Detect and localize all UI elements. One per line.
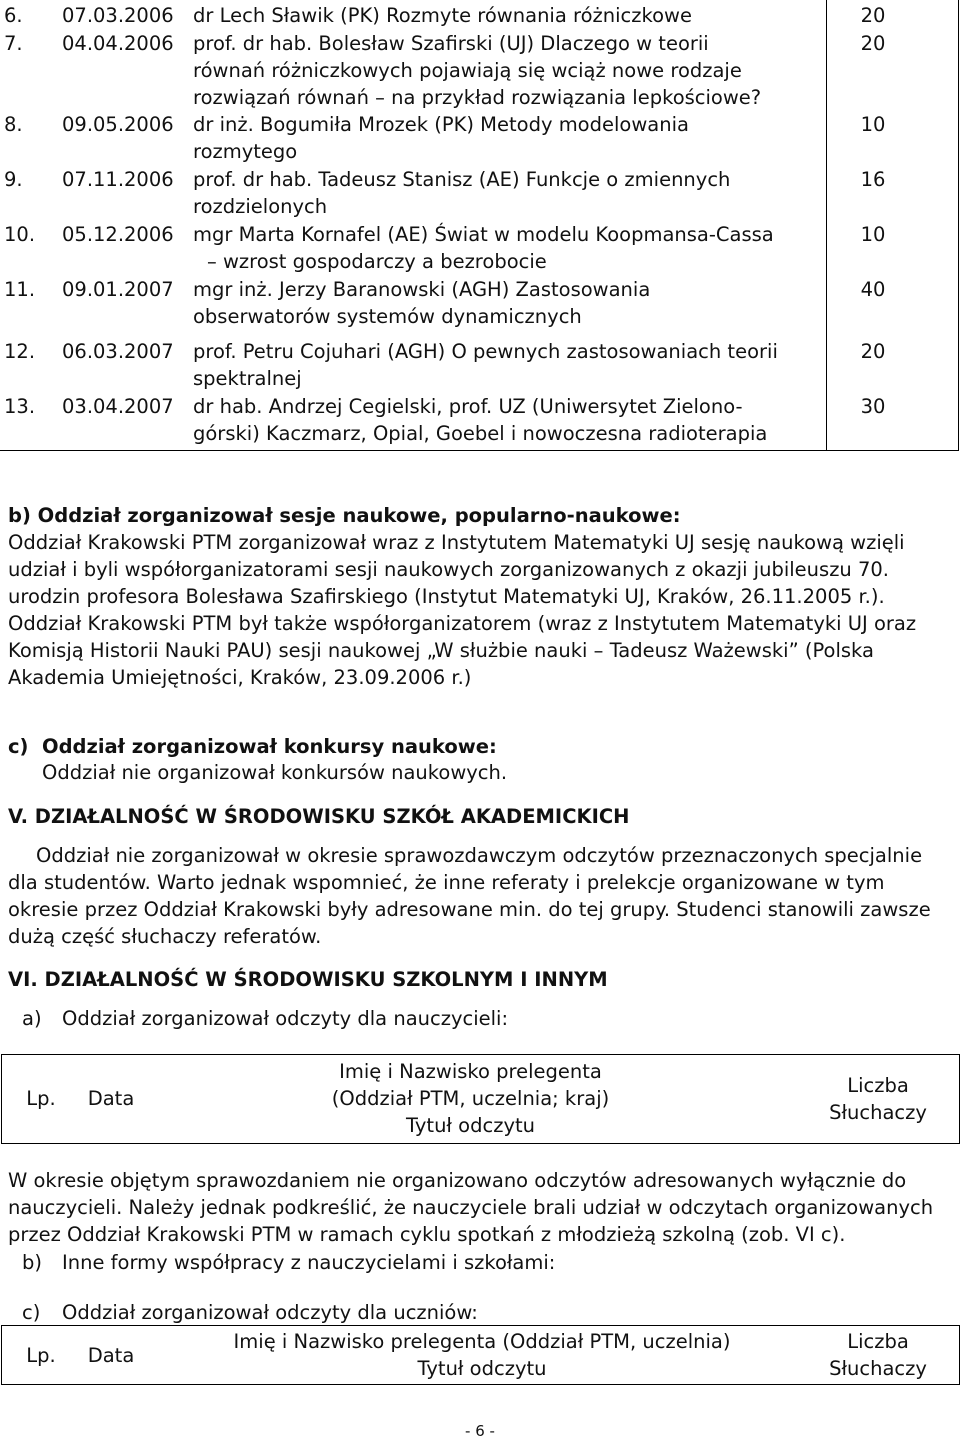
row-count: 16 bbox=[860, 168, 886, 191]
row-title: dr inż. Bogumiła Mrozek (PK) Metody modelowania rozmytego bbox=[193, 113, 689, 163]
section-vi-b-text: Inne formy współpracy z nauczycielami i szkołami: bbox=[62, 1251, 556, 1274]
students-lectures-table bbox=[1, 1325, 960, 1385]
row-number: 12. bbox=[4, 340, 36, 363]
row-number: 6. bbox=[4, 4, 23, 27]
page-number: - 6 - bbox=[465, 1422, 495, 1440]
row-count: 20 bbox=[860, 4, 886, 27]
section-b-paragraph: Oddział Krakowski PTM zorganizował wraz z Instytutem Matematyki UJ sesję naukową wzięli udział i byli współorganizatorami sesji naukowych zorganizowanych z okazji jubileuszu 70. urodzin profesora Bolesława Szafirskiego (Instytut Matematyki UJ, Kraków, 26.11.2005 r.). Oddział Krakowski PTM był także współorganizatorem (wraz z Instytutem Matematyki UJ oraz Komisją Historii Nauki PAU) sesji naukowej „W służbie nauki – Tadeusz Ważewski” (Polska Akademia Umiejętności, Kraków, 23.09.2006 r.) bbox=[8, 531, 917, 689]
row-count: 40 bbox=[860, 278, 886, 301]
header-speaker: Imię i Nazwisko prelegenta (Oddział PTM, uczelnia) Tytuł odczytu bbox=[233, 1330, 731, 1380]
section-c-heading: Oddział zorganizował konkursy naukowe: bbox=[42, 735, 497, 758]
section-b-heading: b) Oddział zorganizował sesje naukowe, popularno-naukowe: bbox=[8, 504, 681, 527]
teachers-lectures-table bbox=[1, 1054, 960, 1144]
header-lp: Lp. bbox=[26, 1087, 56, 1110]
row-title: mgr inż. Jerzy Baranowski (AGH) Zastosowania obserwatorów systemów dynamicznych bbox=[193, 278, 651, 328]
row-count: 10 bbox=[860, 223, 886, 246]
row-number: 8. bbox=[4, 113, 23, 136]
row-date: 06.03.2007 bbox=[62, 340, 174, 363]
row-title: prof. Petru Cojuhari (AGH) O pewnych zastosowaniach teorii spektralnej bbox=[193, 340, 778, 390]
section-vi-heading: VI. DZIAŁALNOŚĆ W ŚRODOWISKU SZKOLNYM I INNYM bbox=[8, 968, 608, 991]
lectures-table bbox=[0, 0, 959, 451]
row-date: 07.03.2006 bbox=[62, 4, 174, 27]
row-date: 05.12.2006 bbox=[62, 223, 174, 246]
section-vi-c-text: Oddział zorganizował odczyty dla uczniów: bbox=[62, 1301, 478, 1324]
header-data: Data bbox=[87, 1087, 135, 1110]
row-title: mgr Marta Kornafel (AE) Świat w modelu Koopmansa-Cassa – wzrost gospodarczy a bezrobocie bbox=[193, 223, 774, 273]
row-number: 9. bbox=[4, 168, 23, 191]
row-title: prof. dr hab. Tadeusz Stanisz (AE) Funkcje o zmiennych rozdzielonych bbox=[193, 168, 731, 218]
row-title: dr hab. Andrzej Cegielski, prof. UZ (Uniwersytet Zielono- górski) Kaczmarz, Opial, Goebel i nowoczesna radioterapia bbox=[193, 395, 768, 445]
row-title: dr Lech Sławik (PK) Rozmyte równania różniczkowe bbox=[193, 4, 692, 27]
section-vi-b-label: b) bbox=[22, 1251, 42, 1274]
header-count: Liczba Słuchaczy bbox=[829, 1330, 927, 1380]
row-date: 03.04.2007 bbox=[62, 395, 174, 418]
row-number: 7. bbox=[4, 32, 23, 55]
row-date: 07.11.2006 bbox=[62, 168, 174, 191]
section-vi-a-label: a) bbox=[22, 1007, 42, 1030]
header-data: Data bbox=[87, 1344, 135, 1367]
section-v-paragraph: Oddział nie zorganizował w okresie sprawozdawczym odczytów przeznaczonych specjalnie dla studentów. Warto jednak wspomnieć, że inne referaty i prelekcje organizowane w tym okresie przez Oddział Krakowski były adresowane min. do tej grupy. Studenci stanowili zawsze dużą część słuchaczy referatów. bbox=[8, 844, 931, 948]
row-count: 20 bbox=[860, 340, 886, 363]
row-date: 04.04.2006 bbox=[62, 32, 174, 55]
section-vi-c-label: c) bbox=[22, 1301, 41, 1324]
row-date: 09.05.2006 bbox=[62, 113, 174, 136]
row-count: 10 bbox=[860, 113, 886, 136]
section-vi-a-note: W okresie objętym sprawozdaniem nie organizowano odczytów adresowanych wyłącznie do nauczycieli. Należy jednak podkreślić, że nauczyciele brali udział w odczytach organizowanych przez Oddział Krakowski PTM w ramach cyklu spotkań z młodzieżą szkolną (zob. VI c). bbox=[8, 1169, 934, 1246]
row-number: 13. bbox=[4, 395, 36, 418]
header-count: Liczba Słuchaczy bbox=[829, 1074, 927, 1124]
row-count: 20 bbox=[860, 32, 886, 55]
section-c-text: Oddział nie organizował konkursów naukowych. bbox=[42, 761, 508, 784]
row-count: 30 bbox=[860, 395, 886, 418]
header-lp: Lp. bbox=[26, 1344, 56, 1367]
section-c-label: c) bbox=[8, 735, 29, 758]
column-divider bbox=[826, 0, 827, 450]
header-speaker: Imię i Nazwisko prelegenta (Oddział PTM, uczelnia; kraj) Tytuł odczytu bbox=[331, 1060, 610, 1137]
section-v-heading: V. DZIAŁALNOŚĆ W ŚRODOWISKU SZKÓŁ AKADEMICKICH bbox=[8, 805, 630, 828]
section-vi-a-text: Oddział zorganizował odczyty dla nauczycieli: bbox=[62, 1007, 509, 1030]
row-number: 10. bbox=[4, 223, 36, 246]
row-number: 11. bbox=[4, 278, 36, 301]
row-date: 09.01.2007 bbox=[62, 278, 174, 301]
row-title: prof. dr hab. Bolesław Szafirski (UJ) Dlaczego w teorii równań różniczkowych pojawiają się wciąż nowe rodzaje rozwiązań równań – na przykład rozwiązania lepkościowe? bbox=[193, 32, 762, 109]
